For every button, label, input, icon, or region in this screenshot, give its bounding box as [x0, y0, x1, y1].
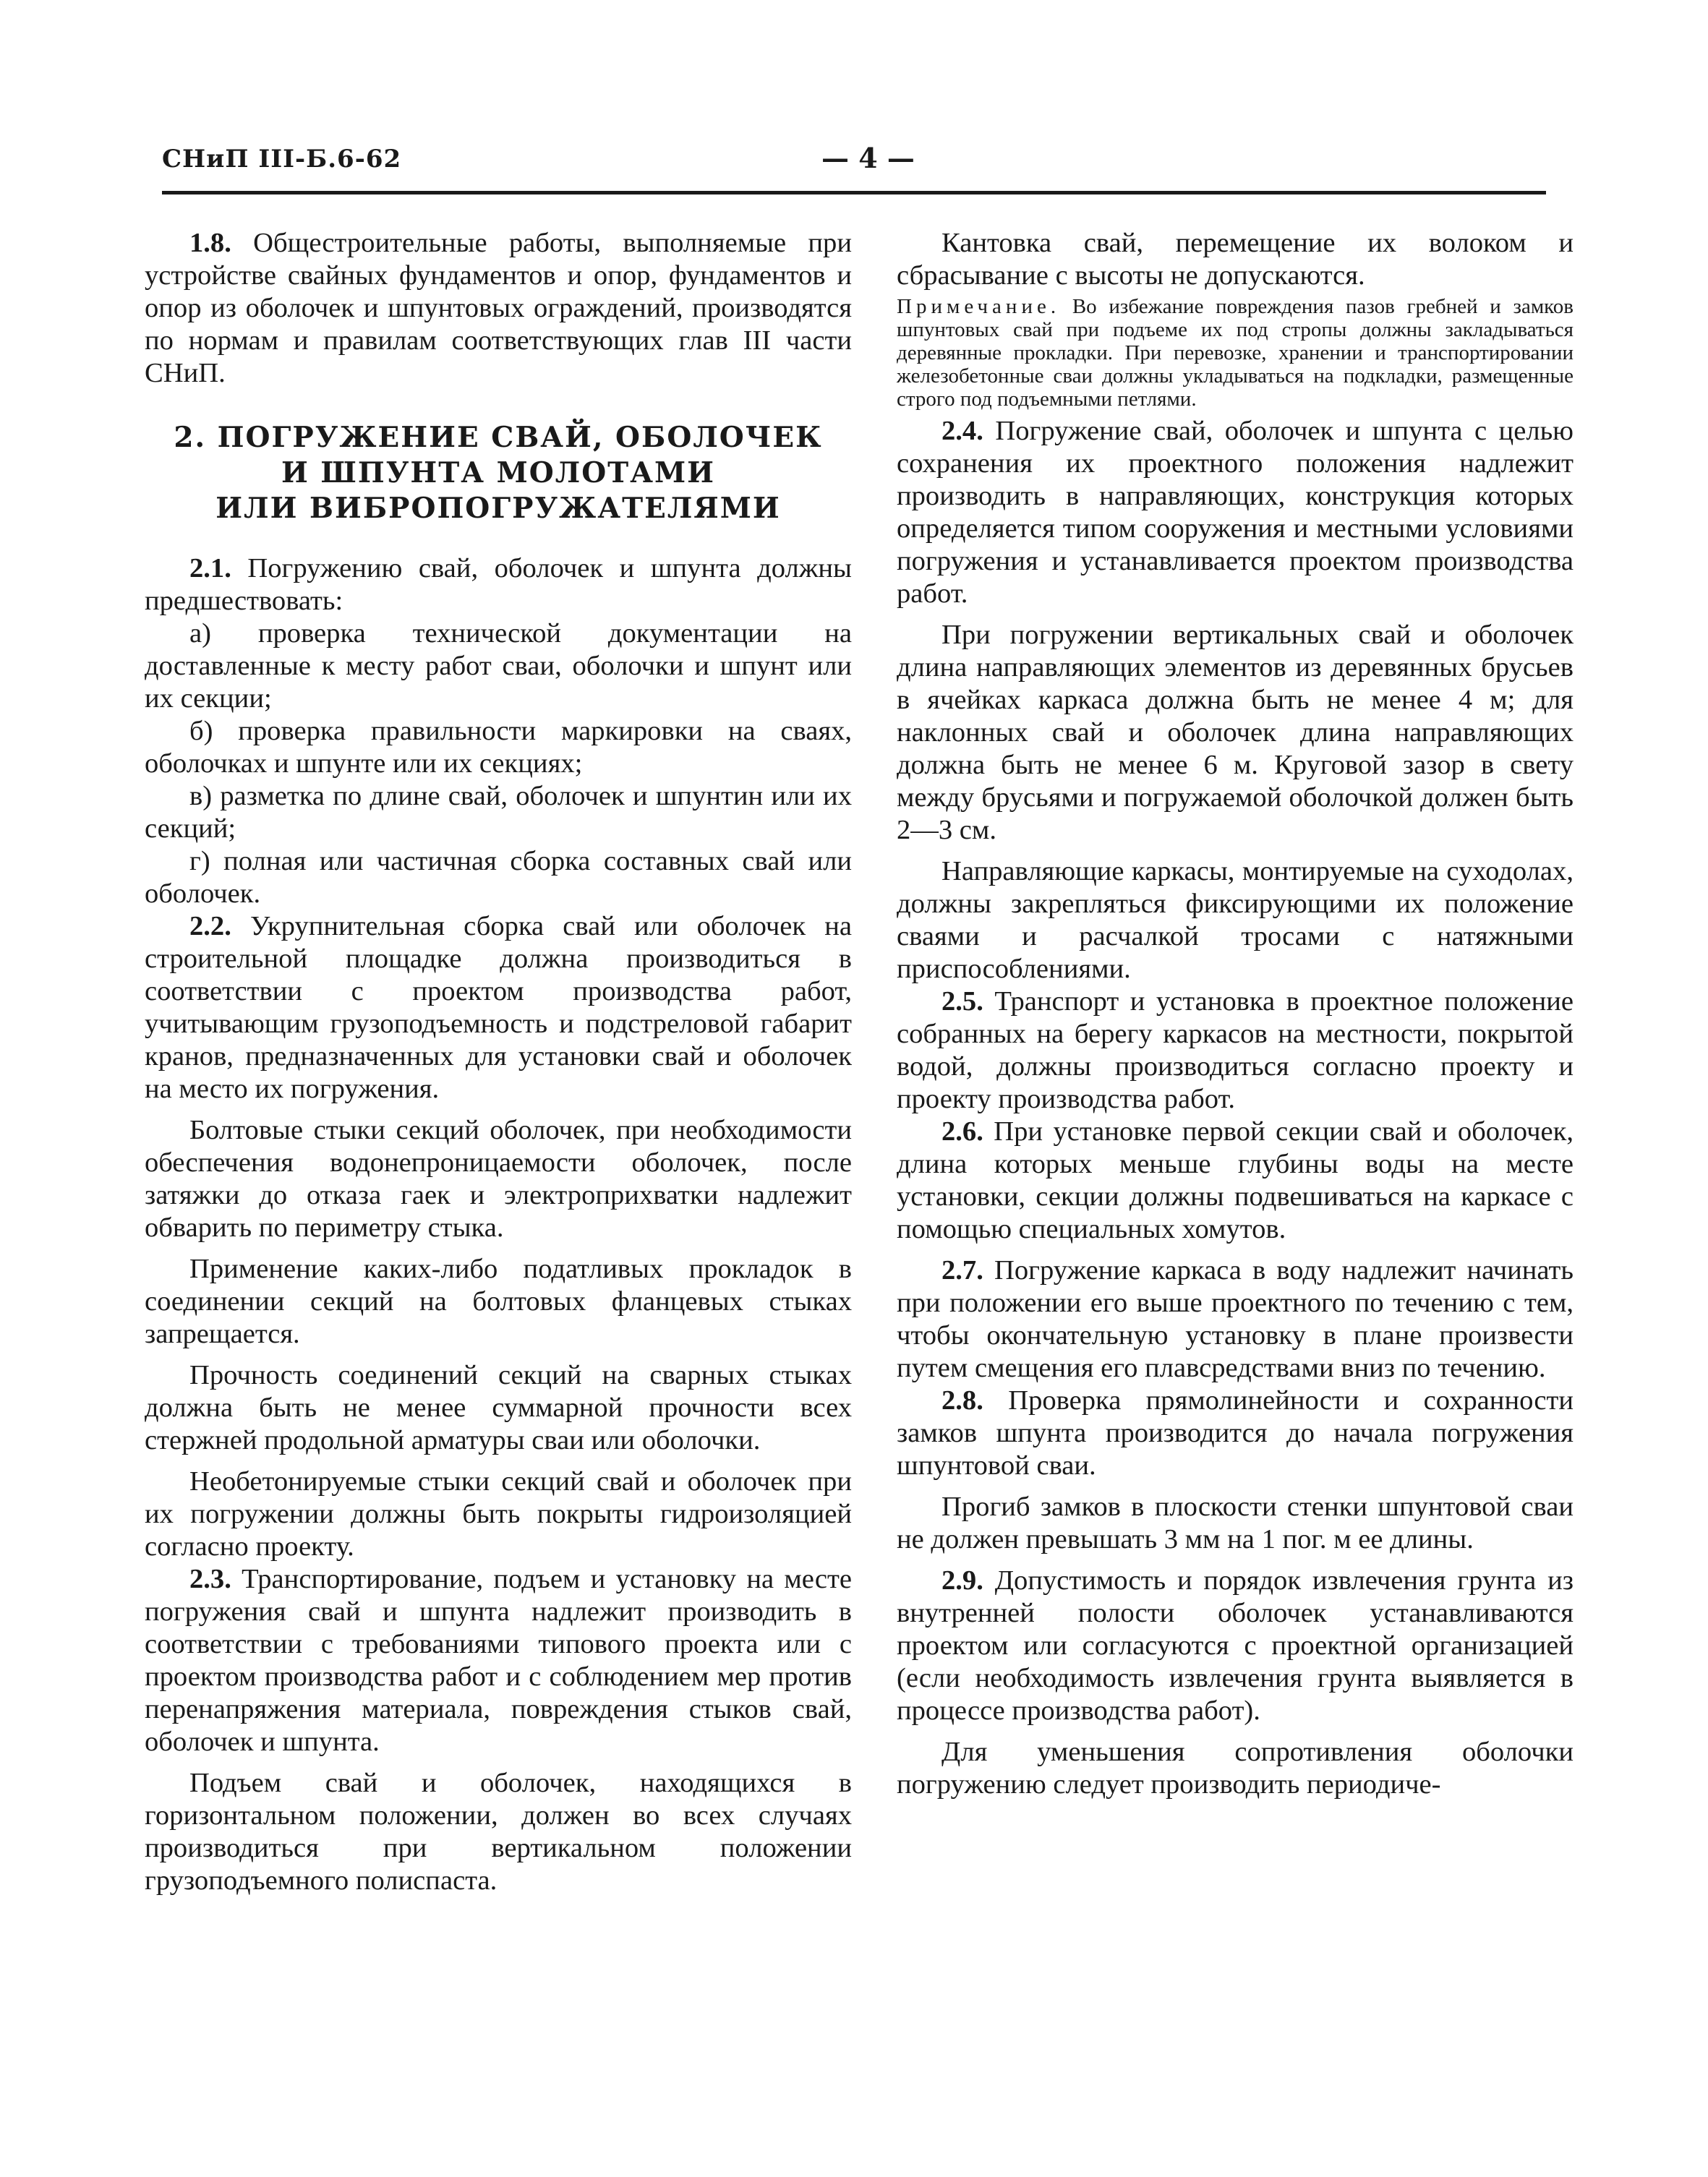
paragraph-2-2-gaskets: Применение каких-либо податливых прокладок в соединении секций на болтовых фланцевых стыках запрещается. [145, 1254, 852, 1349]
list-item-a: а) проверка технической документации на доставленные к месту работ сваи, оболочки и шпунт или их секции; [145, 618, 852, 714]
clause-number: 2.7. [941, 1255, 983, 1286]
paragraph-2-3-lifting: Подъем свай и оболочек, находящихся в горизонтальном положении, должен во всех случаях производиться при вертикальном положении грузоподъемного полиспаста. [145, 1768, 852, 1896]
list-item-g: г) полная или частичная сборка составных свай или оболочек. [145, 846, 852, 909]
section-heading-line-1: 2. ПОГРУЖЕНИЕ СВАЙ, ОБОЛОЧЕК [174, 421, 823, 454]
section-heading-line-3: ИЛИ ВИБРОПОГРУЖАТЕЛЯМИ [215, 492, 781, 525]
paragraph-2-1 [145, 552, 852, 617]
list-item-b: б) проверка правильности маркировки на сваях, оболочках и шпунте или их секциях; [145, 716, 852, 779]
paragraph-text: Общестроительные работы, выполняемые при устройстве свайных фундаментов и опор, фундаментов и опор из оболочек и шпунтовых ограждений, производятся по нормам и правилам соответствующих глав III части СНиП. [145, 228, 852, 388]
left-column [145, 227, 852, 1897]
clause-number: 2.2. [189, 911, 231, 941]
paragraph-2-9 [897, 1565, 1574, 1727]
paragraph-2-5 [897, 985, 1574, 1116]
paragraph-2-7 [897, 1254, 1574, 1385]
note-label: Примечание. [897, 295, 1061, 318]
clause-number: 2.8. [941, 1385, 983, 1416]
header-rule [162, 191, 1546, 194]
paragraph-2-2-waterproofing: Необетонируемые стыки секций свай и оболочек при их погружении должны быть покрыты гидроизоляцией согласно проекту. [145, 1466, 852, 1562]
paragraph-tilting: Кантовка свай, перемещение их волоком и сбрасывание с высоты не допускаются. [897, 228, 1574, 291]
paragraph-2-2 [145, 910, 852, 1105]
note [897, 295, 1574, 411]
clause-number: 2.1. [189, 553, 231, 583]
page-number: — 4 — [821, 142, 915, 174]
clause-number: 2.4. [941, 416, 983, 446]
clause-number: 2.3. [189, 1564, 231, 1594]
paragraph-text: Погружение свай, оболочек и шпунта с целью сохранения их проектного положения надлежит производить в направляющих, конструкция которых определяется типом сооружения и местными условиями погружения и устанавливается проектом производства работ. [897, 416, 1574, 609]
paragraph-text: Укрупнительная сборка свай или оболочек на строительной площадке должна производиться в соответствии с проектом производства работ, учитывающим грузоподъемность и подстреловой габарит кранов, предназначенных для установки свай и оболочек на место их погружения. [145, 911, 852, 1104]
section-heading [145, 420, 852, 526]
paragraph-2-4-guides: При погружении вертикальных свай и оболочек длина направляющих элементов из деревянных брусьев в ячейках каркаса должна быть не менее 4 м; для наклонных свай и оболочек длина направляющих должна быть не менее 6 м. Круговой зазор в свету между брусьями и погружаемой оболочкой должен быть 2—3 см. [897, 620, 1574, 845]
paragraph-text: Проверка прямолинейности и сохранности замков шпунта производится до начала погружения шпунтовой сваи. [897, 1385, 1574, 1481]
paragraph-text: Допустимость и порядок извлечения грунта из внутренней полости оболочек устанавливаются проектом или согласуются с проектной организацией (если необходимость извлечения грунта выявляется в процессе производства работ). [897, 1565, 1574, 1726]
section-heading-line-2: И ШПУНТА МОЛОТАМИ [281, 456, 715, 489]
document-code: СНиП III-Б.6-62 [162, 145, 402, 174]
clause-number: 1.8. [189, 228, 231, 258]
paragraph-2-6 [897, 1116, 1574, 1246]
paragraph-2-4-frames: Направляющие каркасы, монтируемые на суходолах, должны закрепляться фиксирующими их положение сваями и расчалкой тросами с натяжными приспособлениями. [897, 856, 1574, 984]
paragraph-2-2-welds: Прочность соединений секций на сварных стыках должна быть не менее суммарной прочности всех стержней продольной арматуры сваи или оболочки. [145, 1360, 852, 1455]
note-text: Во избежание повреждения пазов гребней и замков шпунтовых свай при подъеме их под стропы должны закладываться деревянные прокладки. При перевозке, хранении и транспортировании железобетонные сваи должны укладываться на подкладки, размещенные строго под подъемными петлями. [897, 295, 1574, 411]
clause-number: 2.9. [941, 1565, 983, 1596]
paragraph-2-8-deflection: Прогиб замков в плоскости стенки шпунтовой сваи не должен превышать 3 мм на 1 пог. м ее длины. [897, 1492, 1574, 1554]
list-item-v: в) разметка по длине свай, оболочек и шпунтин или их секций; [145, 781, 852, 844]
paragraph-text: При установке первой секции свай и оболочек, длина которых меньше глубины воды на месте установки, секции должны подвешиваться на каркасе с помощью специальных хомутов. [897, 1116, 1574, 1244]
right-column [897, 227, 1574, 1801]
paragraph-text: Транспорт и установка в проектное положение собранных на берегу каркасов на местности, покрытой водой, должны производиться согласно проекту и проекту производства работ. [897, 986, 1574, 1114]
paragraph-1-8 [145, 227, 852, 390]
clause-number: 2.5. [941, 986, 983, 1017]
paragraph-text: Погружение каркаса в воду надлежит начинать при положении его выше проектного по течению с тем, чтобы окончательную установку в плане произвести путем смещения его плавсредствами вниз по течению. [897, 1255, 1574, 1383]
paragraph-text: Транспортирование, подъем и установку на месте погружения свай и шпунта надлежит производить в соответствии с требованиями типового проекта или с проектом производства работ и с соблюдением мер против перенапряжения материала, повреждения стыков свай, оболочек и шпунта. [145, 1564, 852, 1757]
paragraph-2-8 [897, 1385, 1574, 1482]
paragraph-2-9-resistance: Для уменьшения сопротивления оболочки погружению следует производить периодиче- [897, 1737, 1574, 1800]
paragraph-2-3 [145, 1563, 852, 1758]
paragraph-2-2-bolts: Болтовые стыки секций оболочек, при необходимости обеспечения водонепроницаемости оболочек, после затяжки до отказа гаек и электроприхватки надлежит обварить по периметру стыка. [145, 1115, 852, 1243]
paragraph-text: Погружению свай, оболочек и шпунта должны предшествовать: [145, 553, 852, 616]
clause-number: 2.6. [941, 1116, 983, 1147]
paragraph-2-4 [897, 415, 1574, 610]
